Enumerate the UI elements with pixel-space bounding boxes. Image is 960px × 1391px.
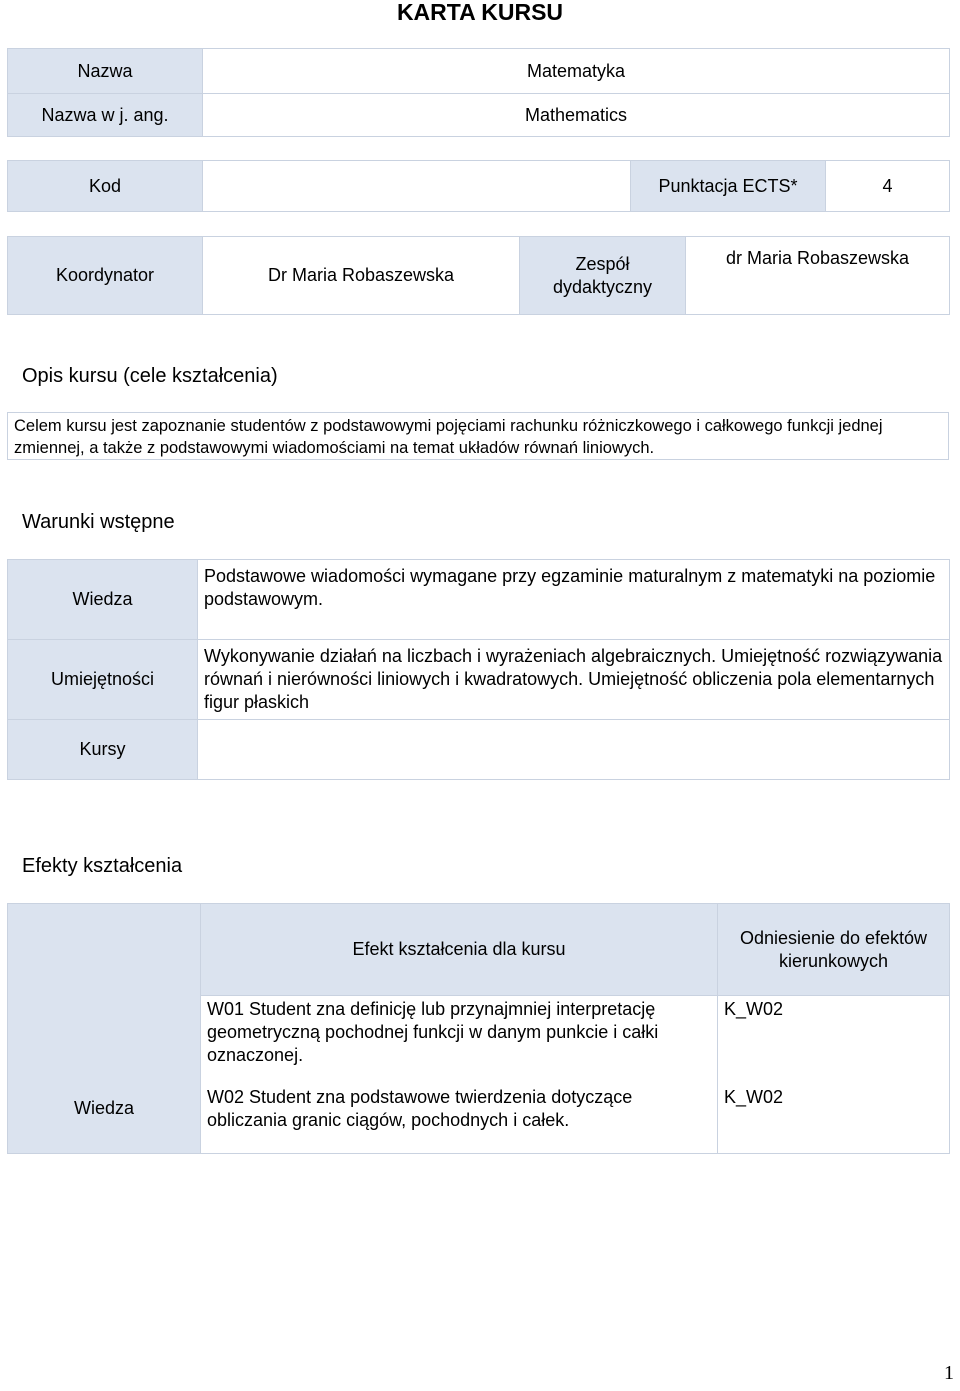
course-name-table: [7, 48, 950, 137]
page-number: 1: [944, 1362, 954, 1384]
prereq-knowledge-value: Podstawowe wiadomości wymagane przy egzaminie maturalnym z matematyki na poziomie podstawowym.: [198, 560, 950, 640]
name-en-label: Nazwa w j. ang.: [8, 94, 203, 137]
outcomes-knowledge-label: Wiedza: [8, 904, 201, 1154]
prereq-skills-label: Umiejętności: [8, 640, 198, 720]
coordinator-label: Koordynator: [8, 237, 203, 315]
prereq-knowledge-label: Wiedza: [8, 560, 198, 640]
coordinator-table: [7, 236, 950, 315]
team-value: dr Maria Robaszewska: [686, 237, 950, 315]
name-value: Matematyka: [203, 49, 950, 94]
code-ects-table: [7, 160, 950, 212]
page-title: KARTA KURSU: [396, 0, 564, 25]
prerequisites-table: [7, 559, 950, 780]
description-text: Celem kursu jest zapoznanie studentów z podstawowymi pojęciami rachunku różniczkowego i całkowego funkcji jednej zmiennej, a także z podstawowymi wiadomościami na temat układów równań liniowych.: [7, 412, 949, 460]
prereq-courses-label: Kursy: [8, 720, 198, 780]
team-label: Zespół dydaktyczny: [520, 237, 686, 315]
description-heading: Opis kursu (cele kształcenia): [22, 365, 278, 387]
outcome-reference: K_W02: [718, 996, 950, 1086]
outcome-reference: K_W02: [718, 1086, 950, 1154]
prerequisites-heading: Warunki wstępne: [22, 511, 175, 533]
ects-label: Punktacja ECTS*: [631, 161, 826, 212]
code-label: Kod: [8, 161, 203, 212]
prereq-courses-value: [198, 720, 950, 780]
coordinator-value: Dr Maria Robaszewska: [203, 237, 520, 315]
outcomes-col-effect: Efekt kształcenia dla kursu: [201, 904, 718, 996]
code-value: [203, 161, 631, 212]
prereq-skills-value: Wykonywanie działań na liczbach i wyrażeniach algebraicznych. Umiejętność rozwiązywania równań i nierówności liniowych i kwadratowych. Umiejętność obliczenia pola elementarnych figur płaskich: [198, 640, 950, 720]
outcomes-table: [7, 903, 950, 1154]
outcome-effect: W02 Student zna podstawowe twierdzenia dotyczące obliczania granic ciągów, pochodnych i całek.: [201, 1086, 718, 1154]
name-en-value: Mathematics: [203, 94, 950, 137]
name-label: Nazwa: [8, 49, 203, 94]
outcomes-heading: Efekty kształcenia: [22, 855, 183, 877]
outcomes-col-reference: Odniesienie do efektów kierunkowych: [718, 904, 950, 996]
outcome-effect: W01 Student zna definicję lub przynajmniej interpretację geometryczną pochodnej funkcji w danym punkcie i całki oznaczonej.: [201, 996, 718, 1086]
ects-value: 4: [826, 161, 950, 212]
